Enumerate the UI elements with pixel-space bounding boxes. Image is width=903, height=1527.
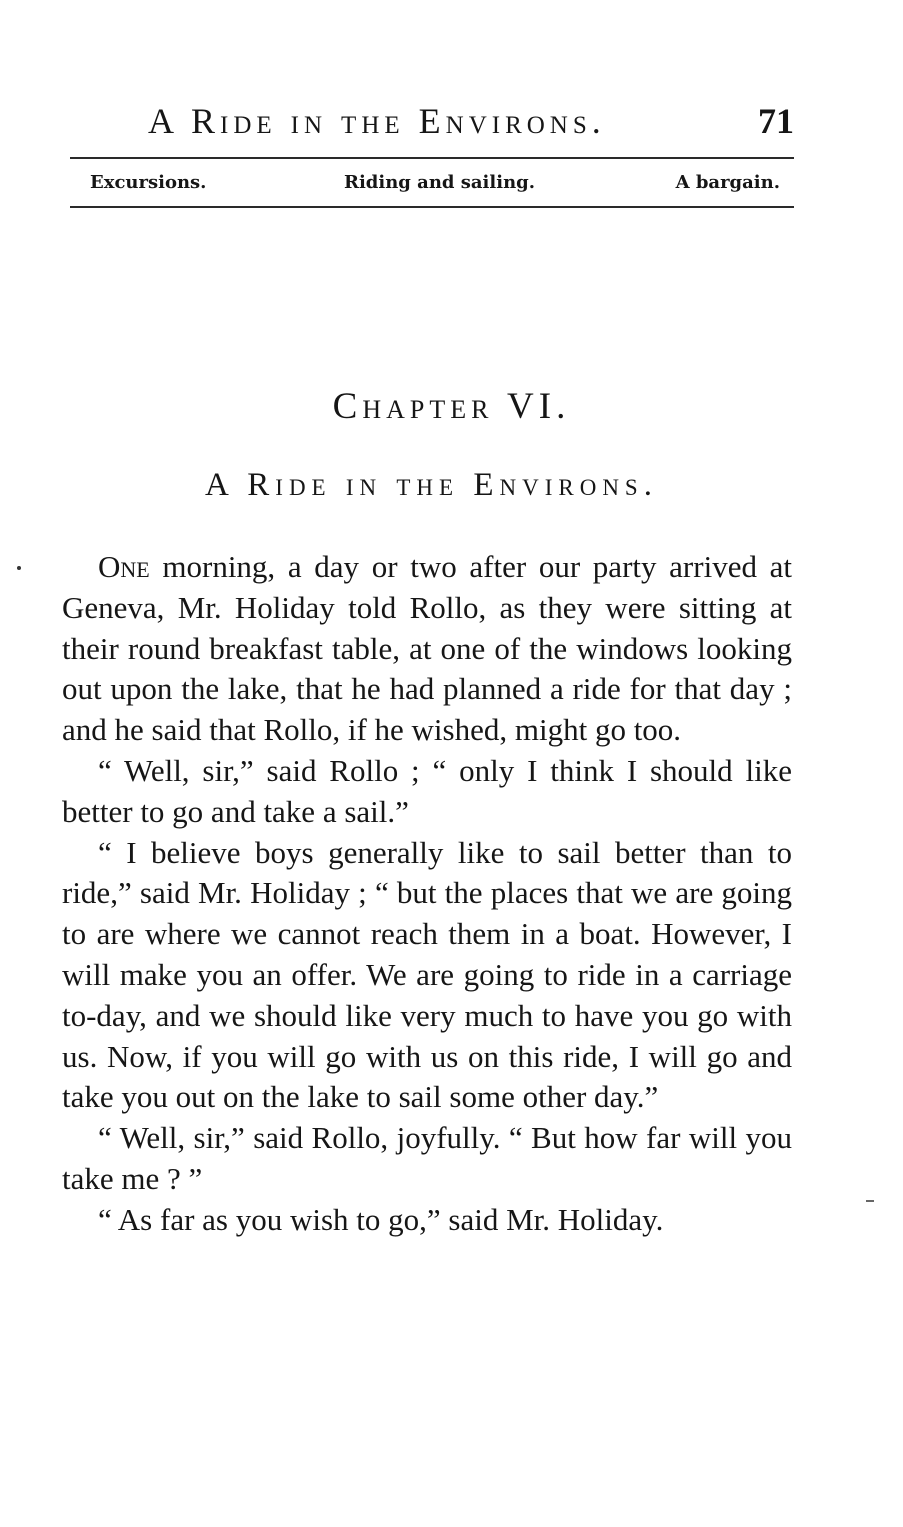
paragraph: “ Well, sir,” said Rollo, joyfully. “ But how far will you take me ? ” <box>62 1120 792 1196</box>
chapter-number: Chapter VI. <box>332 386 571 427</box>
body-text <box>62 547 792 1241</box>
header-rule-top <box>70 157 794 159</box>
margin-mark <box>866 1200 874 1202</box>
subhead-center: Riding and sailing. <box>344 172 536 193</box>
paragraph: “ I believe boys generally like to sail better than to ride,” said Mr. Holiday ; “ but the places that we are going to are where we cannot reach them in a boat. However, I will make you an offer. We are going to ride in a carriage to-day, and we should like very much to have you go with us. Now, if you will go with us on this ride, I will go and take you out on the lake to sail some other day.” <box>62 834 792 1115</box>
paragraph-text: morning, a day or two after our party arrived at Geneva, Mr. Holiday told Rollo, as they were sitting at their round breakfast table, at one of the windows looking out upon the lake, that he had planned a ride for that day ; and he said that Rollo, if he wished, might go too. <box>62 549 792 748</box>
running-title: A Ride in the Environs. <box>148 101 606 141</box>
first-word: One <box>98 549 150 584</box>
chapter-title: A Ride in the Environs. <box>205 467 658 503</box>
paragraph <box>62 547 792 751</box>
subhead-right: A bargain. <box>675 172 780 193</box>
subhead-left: Excursions. <box>90 172 207 193</box>
margin-mark <box>17 566 21 570</box>
paragraph: “ Well, sir,” said Rollo ; “ only I think I should like better to go and take a sail.” <box>62 752 792 829</box>
page-number: 71 <box>758 101 794 141</box>
running-head <box>70 100 794 144</box>
header-rule-bottom <box>70 206 794 208</box>
paragraph: “ As far as you wish to go,” said Mr. Holiday. <box>98 1201 664 1237</box>
